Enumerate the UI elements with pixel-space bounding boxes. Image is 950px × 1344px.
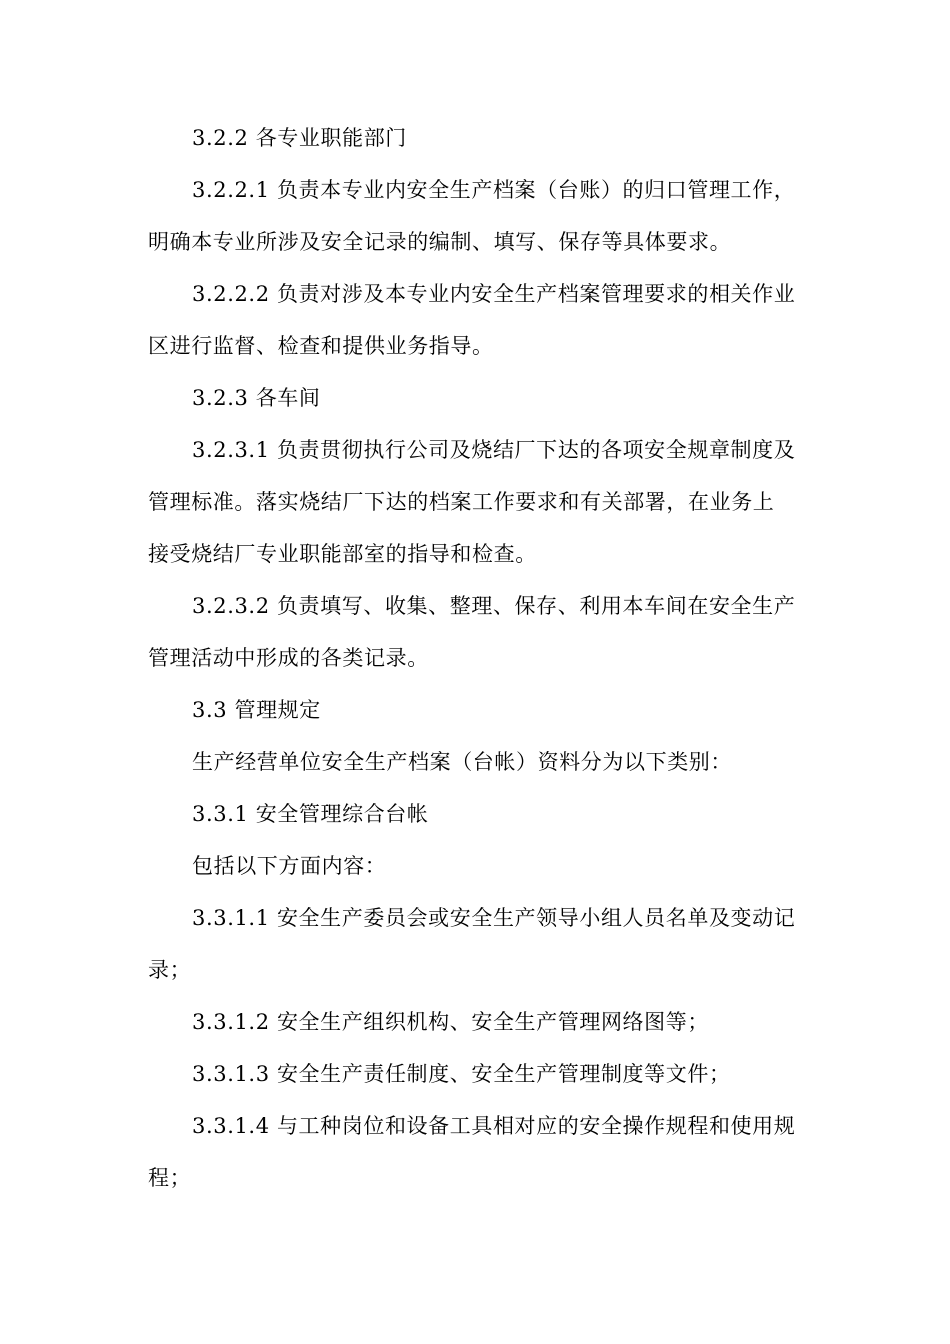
paragraph-line: 3.2.2.1 负责本专业内安全生产档案（台账）的归口管理工作， [192, 178, 796, 202]
paragraph-line: 包括以下方面内容： [192, 854, 387, 878]
paragraph-line: 明确本专业所涉及安全记录的编制、填写、保存等具体要求。 [148, 230, 732, 254]
paragraph-line: 区进行监督、检查和提供业务指导。 [148, 334, 494, 358]
paragraph-line: 3.2.2.2 负责对涉及本专业内安全生产档案管理要求的相关作业 [192, 282, 796, 306]
paragraph-line: 接受烧结厂专业职能部室的指导和检查。 [148, 542, 537, 566]
section-heading-3-3: 3.3 管理规定 [192, 698, 321, 722]
list-item: 3.3.1.1 安全生产委员会或安全生产领导小组人员名单及变动记 [192, 906, 796, 930]
paragraph-line: 生产经营单位安全生产档案（台帐）资料分为以下类别： [192, 750, 732, 774]
list-item-continuation: 程； [148, 1166, 192, 1190]
list-item: 3.3.1.4 与工种岗位和设备工具相对应的安全操作规程和使用规 [192, 1114, 796, 1138]
paragraph-line: 管理活动中形成的各类记录。 [148, 646, 429, 670]
paragraph-line: 3.2.3.2 负责填写、收集、整理、保存、利用本车间在安全生产 [192, 594, 796, 618]
section-heading-3-3-1: 3.3.1 安全管理综合台帐 [192, 802, 429, 826]
paragraph-line: 管理标准。落实烧结厂下达的档案工作要求和有关部署，在业务上 [148, 490, 775, 514]
section-heading-3-2-2: 3.2.2 各专业职能部门 [192, 126, 407, 150]
section-heading-3-2-3: 3.2.3 各车间 [192, 386, 321, 410]
list-item: 3.3.1.2 安全生产组织机构、安全生产管理网络图等； [192, 1010, 709, 1034]
list-item: 3.3.1.3 安全生产责任制度、安全生产管理制度等文件； [192, 1062, 731, 1086]
paragraph-line: 3.2.3.1 负责贯彻执行公司及烧结厂下达的各项安全规章制度及 [192, 438, 796, 462]
list-item-continuation: 录； [148, 958, 192, 982]
